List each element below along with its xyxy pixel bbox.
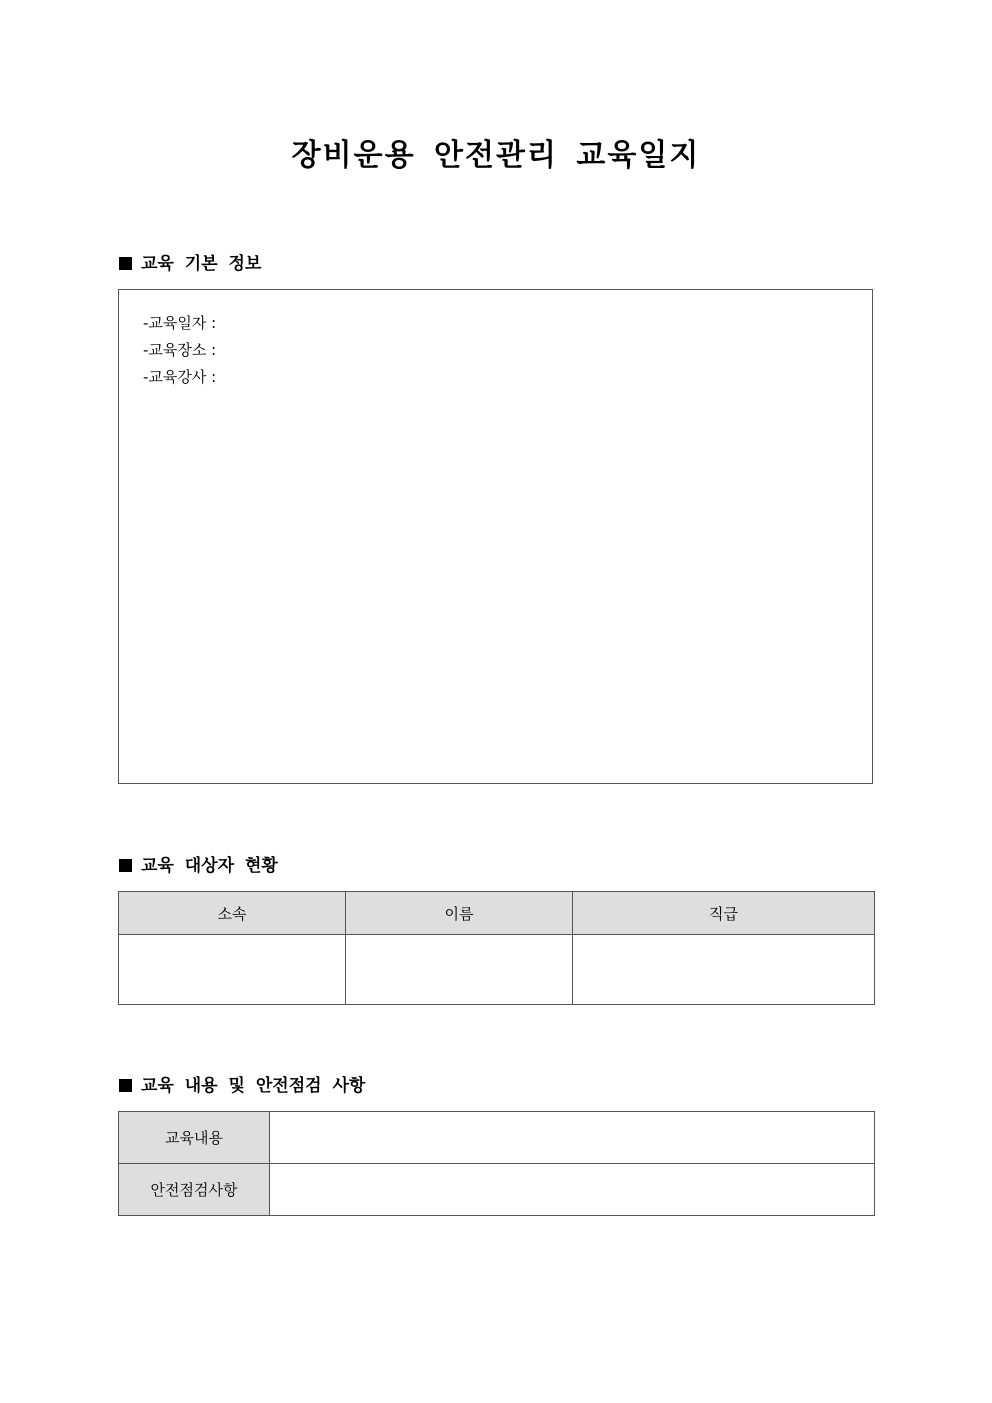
section-heading-label: 교육 기본 정보 [141,254,262,274]
education-place-line: -교육장소 : [143,341,217,359]
row-label-education-content: 교육내용 [119,1112,270,1164]
table-row [119,1164,875,1216]
square-bullet-icon [119,257,132,270]
table-row [119,1112,875,1164]
column-header-name: 이름 [346,892,573,935]
safety-check-cell[interactable] [270,1164,875,1216]
section-heading-content [119,1074,365,1098]
attendee-header-row [119,892,875,935]
column-header-position: 직급 [573,892,875,935]
content-table [118,1111,875,1216]
name-cell[interactable] [346,935,573,1005]
column-header-affiliation: 소속 [119,892,346,935]
section-heading-label: 교육 내용 및 안전점검 사항 [141,1076,366,1096]
square-bullet-icon [119,1079,132,1092]
section-heading-attendees [119,854,278,878]
attendee-table [118,891,875,1005]
education-date-line: -교육일자 : [143,314,217,332]
section-heading-label: 교육 대상자 현황 [141,856,278,876]
page-title: 장비운용 안전관리 교육일지 [291,138,701,173]
affiliation-cell[interactable] [119,935,346,1005]
section-heading-basic-info [119,252,261,276]
table-row [119,935,875,1005]
row-label-safety-check: 안전점검사항 [119,1164,270,1216]
education-content-cell[interactable] [270,1112,875,1164]
basic-info-box [118,289,873,784]
position-cell[interactable] [573,935,875,1005]
square-bullet-icon [119,859,132,872]
education-instructor-line: -교육강사 : [143,368,217,386]
